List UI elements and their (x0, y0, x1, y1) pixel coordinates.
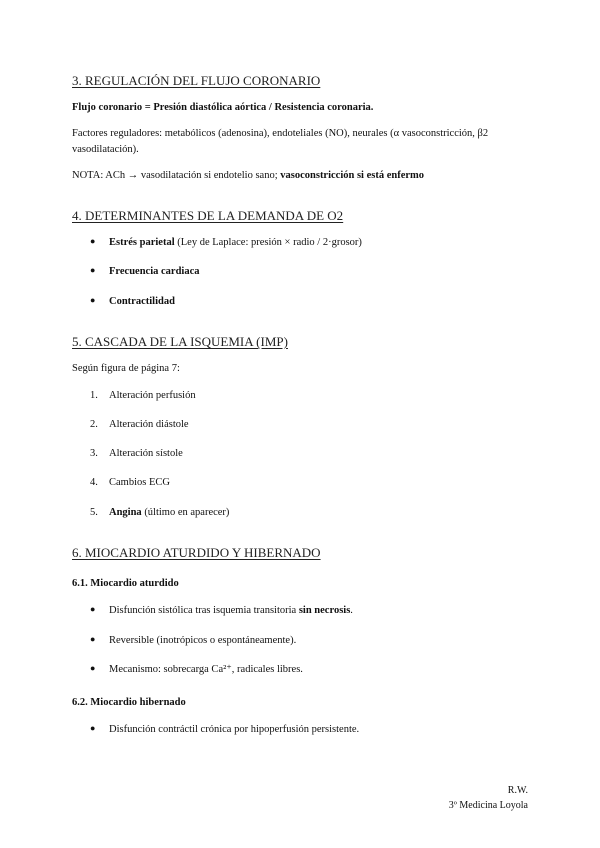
bullet-icon: ● (90, 265, 96, 275)
item-text: Mecanismo: sobrecarga Ca²⁺, radicales libres. (109, 664, 303, 675)
course-label: 3º Medicina Loyola (448, 800, 528, 811)
item-number: 2. (90, 419, 98, 430)
subsection-6-1-heading: 6.1. Miocardio aturdido (72, 578, 179, 589)
page-footer (449, 783, 528, 813)
item-number: 5. (90, 507, 98, 518)
bullet-icon: ● (90, 295, 96, 305)
item-text: Alteración perfusión (109, 390, 196, 401)
item-bold: Contractilidad (109, 296, 175, 307)
item-number: 4. (90, 477, 98, 488)
item-bold: Angina (109, 507, 142, 518)
subsection-6-2-heading: 6.2. Miocardio hibernado (72, 697, 186, 708)
cascade-intro: Según figura de página 7: (72, 363, 180, 374)
item-text: Cambios ECG (109, 477, 170, 488)
item-text: Disfunción contráctil crónica por hipoperfusión persistente. (109, 724, 360, 735)
item-text: (Ley de Laplace: presión × radio / 2·grosor) (174, 237, 362, 248)
coronary-flow-formula: Flujo coronario = Presión diastólica aórtica / Resistencia coronaria. (72, 102, 374, 113)
bullet-icon: ● (90, 634, 96, 644)
ach-note-emphasis: vasoconstricción si está enfermo (280, 170, 425, 181)
ach-note (72, 168, 424, 184)
item-number: 3. (90, 448, 98, 459)
bullet-icon: ● (90, 663, 96, 673)
section-5-heading: 5. CASCADA DE LA ISQUEMIA (IMP) (72, 334, 288, 349)
item-text: Alteración sístole (109, 448, 183, 459)
regulating-factors-text: Factores reguladores: metabólicos (adenosina), endoteliales (NO), neurales (α vasoconstricción, β2 vasodilatación). (72, 128, 489, 155)
bullet-icon: ● (90, 236, 96, 246)
item-text: (último en aparecer) (141, 507, 230, 518)
item-text: Disfunción sistólica tras isquemia transitoria (109, 605, 299, 616)
item-bold: Frecuencia cardiaca (109, 266, 200, 277)
section-4-heading: 4. DETERMINANTES DE LA DEMANDA DE O2 (72, 208, 344, 223)
ach-note-text: NOTA: ACh → vasodilatación si endotelio sano; (72, 170, 281, 181)
item-text: Alteración diástole (109, 419, 189, 430)
item-text: Reversible (inotrópicos o espontáneamente). (109, 635, 297, 646)
item-bold: Estrés parietal (109, 237, 175, 248)
bullet-icon: ● (90, 604, 96, 614)
section-6-heading: 6. MIOCARDIO ATURDIDO Y HIBERNADO (72, 545, 321, 560)
author-initials: R.W. (507, 785, 528, 796)
item-after: . (350, 605, 353, 616)
item-number: 1. (90, 390, 98, 401)
bullet-icon: ● (90, 723, 96, 733)
section-3-heading: 3. REGULACIÓN DEL FLUJO CORONARIO (72, 73, 321, 88)
item-bold: sin necrosis (298, 605, 351, 616)
